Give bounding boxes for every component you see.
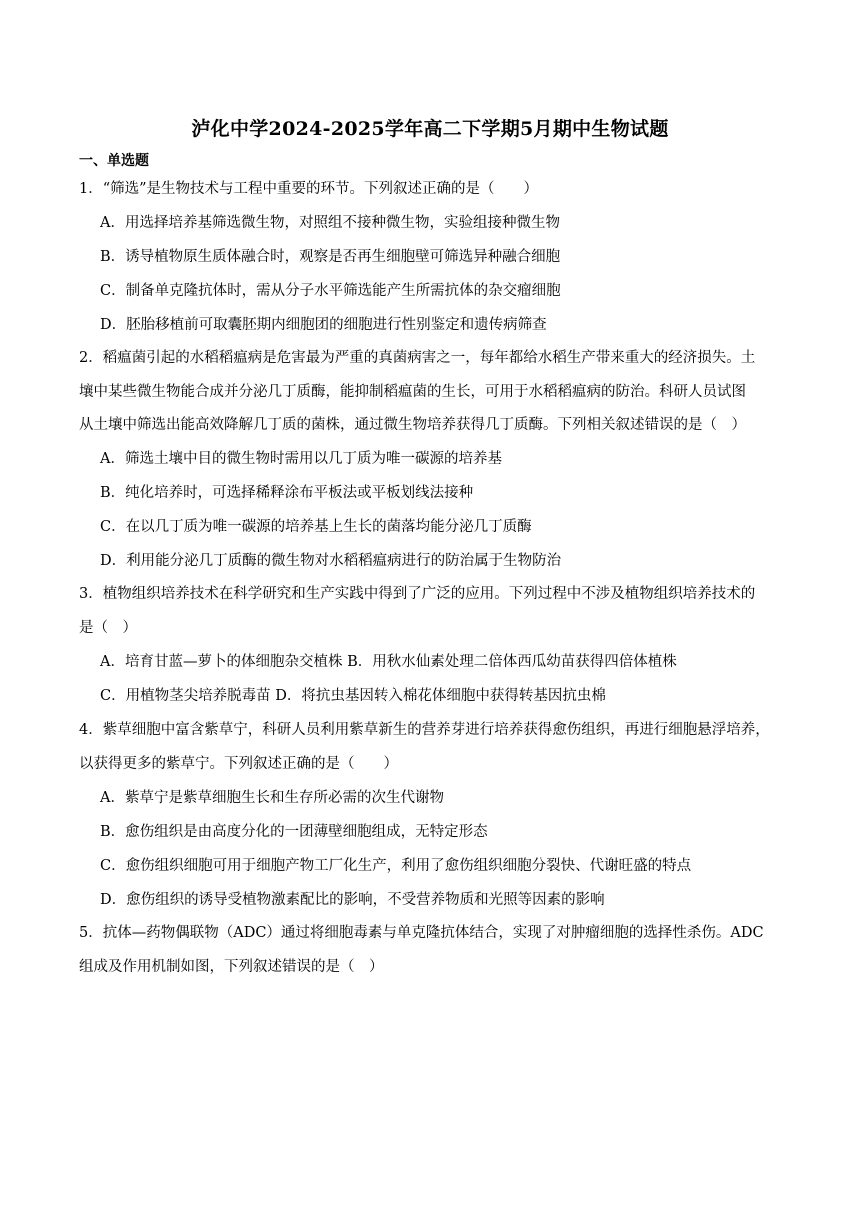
question-2-option-a: A．筛选土壤中目的微生物时需用以几丁质为唯一碳源的培养基 (100, 451, 502, 467)
section-heading: 一、单选题 (79, 153, 149, 169)
question-3-option-ab: A．培育甘蓝—萝卜的体细胞杂交植株 B．用秋水仙素处理二倍体西瓜幼苗获得四倍体植株 (100, 654, 677, 670)
question-1-option-b: B．诱导植物原生质体融合时，观察是否再生细胞壁可筛选异种融合细胞 (100, 249, 561, 265)
question-1-option-c: C．制备单克隆抗体时，需从分子水平筛选能产生所需抗体的杂交瘤细胞 (100, 283, 561, 299)
question-3-option-cd: C．用植物茎尖培养脱毒苗 D．将抗虫基因转入棉花体细胞中获得转基因抗虫棉 (100, 688, 606, 704)
page-title: 泸化中学2024-2025学年高二下学期5月期中生物试题 (191, 118, 669, 140)
question-4-option-c: C．愈伤组织细胞可用于细胞产物工厂化生产，利用了愈伤组织细胞分裂快、代谢旺盛的特点 (100, 858, 692, 874)
question-5-stem-line-1: 5．抗体—药物偶联物（ADC）通过将细胞毒素与单克隆抗体结合，实现了对肿瘤细胞的选择性杀伤。ADC (79, 925, 764, 941)
question-1-option-a: A．用选择培养基筛选微生物，对照组不接种微生物，实验组接种微生物 (100, 215, 560, 231)
question-2-stem-line-3: 从土壤中筛选出能高效降解几丁质的菌株，通过微生物培养获得几丁质酶。下列相关叙述错误的是（ ） (79, 417, 746, 433)
question-4-option-d: D．愈伤组织的诱导受植物激素配比的影响，不受营养物质和光照等因素的影响 (100, 892, 605, 908)
question-5-stem-line-2: 组成及作用机制如图，下列叙述错误的是（ ） (79, 959, 384, 975)
question-2-option-d: D．利用能分泌几丁质酶的微生物对水稻稻瘟病进行的防治属于生物防治 (100, 553, 562, 569)
question-3-stem-line-2: 是（ ） (79, 620, 137, 636)
question-2-stem-line-1: 2．稻瘟菌引起的水稻稻瘟病是危害最为严重的真菌病害之一，每年都给水稻生产带来重大的经济损失。土 (79, 350, 756, 366)
question-1-stem: 1．“筛选”是生物技术与工程中重要的环节。下列叙述正确的是（ ） (79, 181, 539, 197)
question-4-option-a: A．紫草宁是紫草细胞生长和生存所必需的次生代谢物 (100, 790, 444, 806)
question-3-stem-line-1: 3．植物组织培养技术在科学研究和生产实践中得到了广泛的应用。下列过程中不涉及植物组织培养技术的 (79, 586, 756, 602)
question-4-stem-line-2: 以获得更多的紫草宁。下列叙述正确的是（ ） (79, 756, 398, 772)
question-2-stem-line-2: 壤中某些微生物能合成并分泌几丁质酶，能抑制稻瘟菌的生长，可用于水稻稻瘟病的防治。科研人员试图 (79, 384, 746, 400)
question-4-stem-line-1: 4．紫草细胞中富含紫草宁，科研人员利用紫草新生的营养芽进行培养获得愈伤组织，再进行细胞悬浮培养， (79, 722, 770, 738)
question-4-option-b: B．愈伤组织是由高度分化的一团薄壁细胞组成，无特定形态 (100, 824, 488, 840)
question-1-option-d: D．胚胎移植前可取囊胚期内细胞团的细胞进行性别鉴定和遗传病筛查 (100, 317, 547, 333)
question-2-option-c: C．在以几丁质为唯一碳源的培养基上生长的菌落均能分泌几丁质酶 (100, 519, 532, 535)
question-2-option-b: B．纯化培养时，可选择稀释涂布平板法或平板划线法接种 (100, 485, 474, 501)
